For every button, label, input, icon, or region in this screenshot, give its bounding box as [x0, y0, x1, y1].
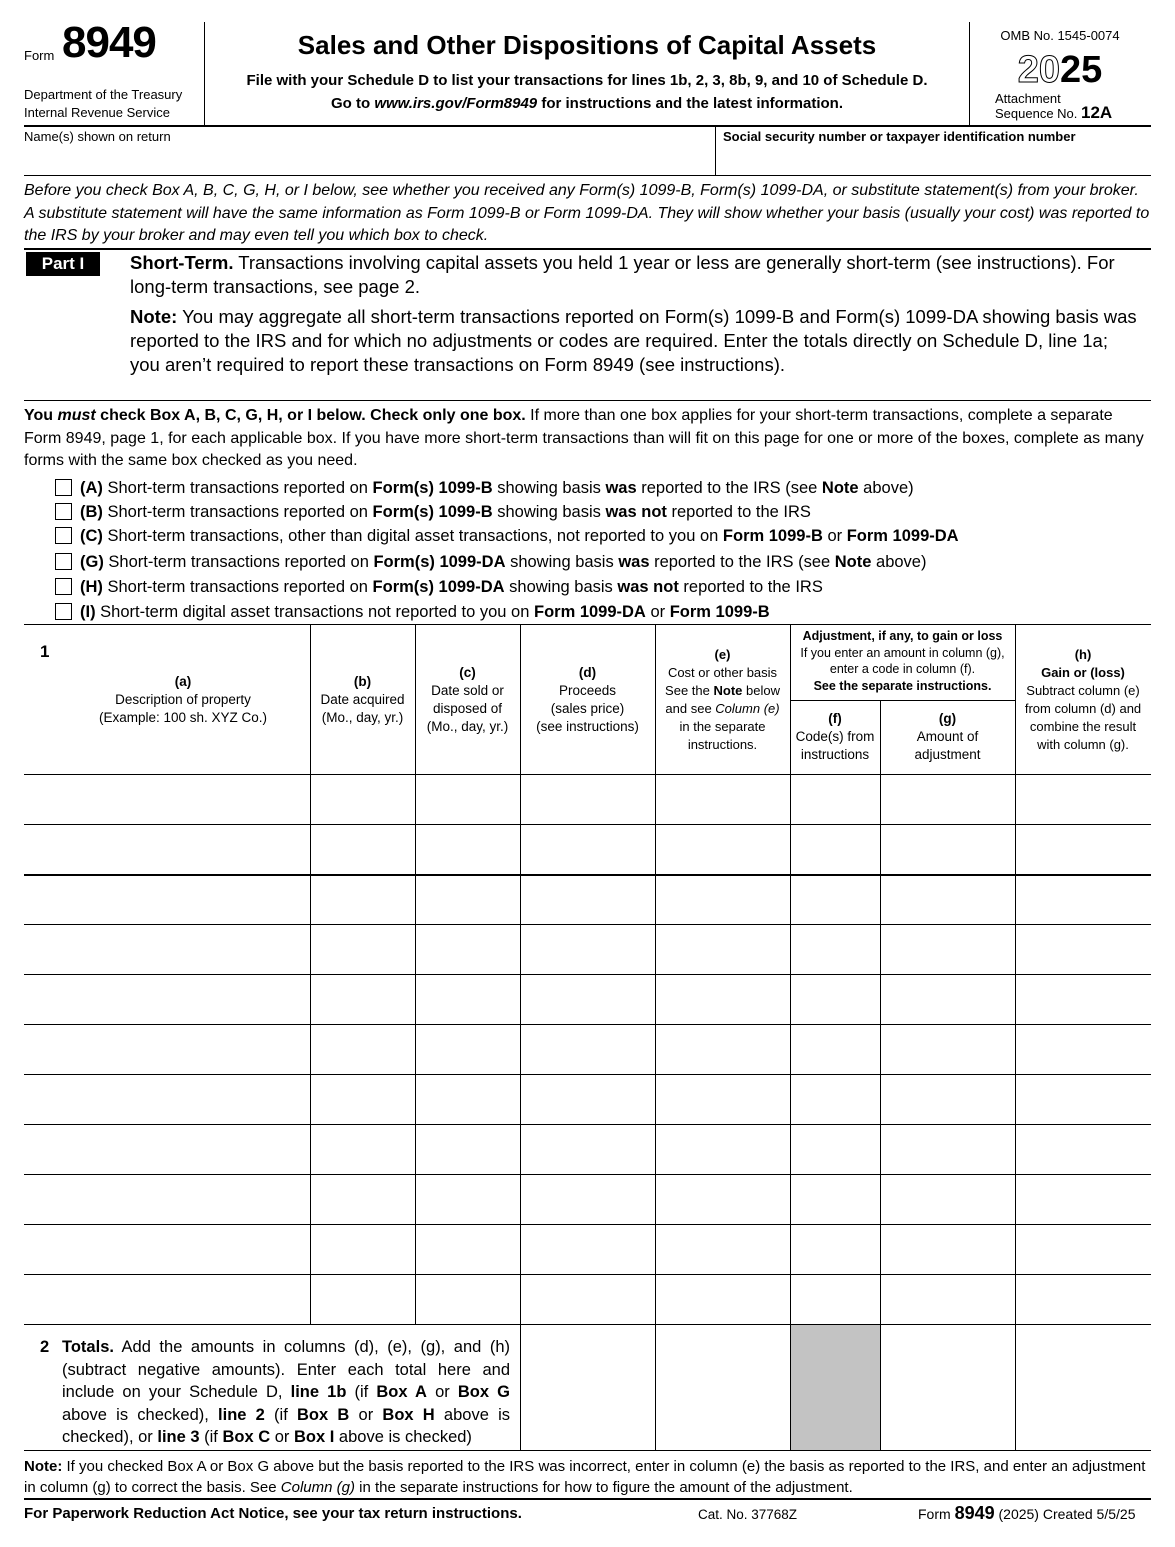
sequence-number: 12A [1081, 103, 1113, 122]
col-h-header [1015, 646, 1151, 754]
footer-suffix: (2025) Created 5/5/25 [994, 1506, 1136, 1522]
must-text: check Box A, B, C, G, H, or I below. Check only one box. [95, 407, 526, 424]
box-text: Note [821, 479, 859, 497]
totals-text: (if [264, 1405, 298, 1424]
totals-text: Box C [222, 1428, 271, 1446]
box-text: Form(s) 1099-DA [373, 553, 506, 571]
col-text: Gain or (loss) [1041, 665, 1125, 680]
box-letter: (I) [80, 603, 96, 621]
col-letter: (e) [714, 647, 731, 662]
col-text: (sales price) [550, 701, 625, 716]
part-text: Transactions involving capital assets you held 1 year or less are generally short-term (see instructions). For long-term transactions, see page 2. [130, 252, 1115, 297]
box-text: Short-term transactions reported on [102, 578, 373, 596]
totals-text: (if [199, 1428, 223, 1446]
form-number: 8949 [62, 18, 156, 67]
totals-text: line 2 [218, 1405, 265, 1424]
col-text: with column (g). [1037, 737, 1129, 752]
part-heading: Short-Term. [130, 252, 234, 273]
footer-form-number: 8949 [954, 1503, 995, 1523]
ssn-label: Social security number or taxpayer identification number [723, 129, 1076, 144]
col-letter: (f) [828, 711, 842, 726]
box-text: showing basis [492, 503, 606, 521]
box-text: Form(s) 1099-B [372, 503, 493, 521]
box-letter: (C) [80, 527, 103, 545]
cat-number: Cat. No. 37768Z [698, 1507, 798, 1522]
line-1-number: 1 [40, 642, 50, 661]
col-text: Amount of [916, 729, 979, 744]
col-text: Note [713, 683, 743, 698]
box-text: Form 1099-B [722, 527, 823, 545]
box-text: showing basis [492, 479, 606, 497]
totals-text: Box A [376, 1383, 427, 1401]
note-text: If you checked Box A or Box G above but the basis reported to the IRS was incorrect, enter in column (e) the basis as reported to the IRS, and enter an adjustment in column (g) to correct the basis. See [24, 1458, 1146, 1496]
department [24, 86, 182, 122]
must-text: You [24, 407, 58, 424]
col-text: See the [665, 683, 714, 698]
must-check-text [24, 405, 1151, 473]
subtitle-text: Go to [330, 95, 375, 112]
box-text: Form 1099-DA [846, 527, 959, 545]
checkbox-row-c[interactable] [55, 524, 959, 548]
totals-line [40, 1336, 510, 1449]
totals-text: or [270, 1428, 294, 1446]
col-d-header [520, 664, 655, 736]
omb-number: OMB No. 1545-0074 [1000, 28, 1120, 43]
col-text: Column (e) [715, 701, 780, 716]
checkbox-row-h[interactable] [55, 575, 823, 599]
irs-link[interactable]: www.irs.gov/Form8949 [374, 95, 538, 112]
paperwork-notice: For Paperwork Reduction Act Notice, see your tax return instructions. [24, 1505, 522, 1522]
totals-text: above is checked), [62, 1405, 219, 1424]
totals-fields[interactable] [521, 1325, 1151, 1450]
box-text: reported to the IRS [678, 578, 823, 596]
form-title: Sales and Other Dispositions of Capital Assets [297, 30, 877, 60]
col-text: from column (d) and [1024, 701, 1142, 716]
form-subtitle-link [205, 95, 969, 112]
box-text: Form(s) 1099-DA [372, 578, 505, 596]
checkbox-row-i[interactable] [55, 600, 770, 624]
box-text: was not [617, 578, 679, 596]
checkbox-h[interactable] [55, 578, 72, 595]
col-letter: (g) [938, 711, 957, 726]
col-text: Cost or other basis [667, 665, 778, 680]
ssn-divider [715, 126, 716, 176]
attachment-label: Attachment [995, 91, 1061, 106]
checkbox-row-a[interactable] [55, 476, 914, 500]
col-text: combine the result [1029, 719, 1137, 734]
col-letter: (h) [1074, 647, 1092, 662]
note-text: You may aggregate all short-term transactions reported on Form(s) 1099-B and Form(s) 1099-DA showing basis was reported to the IRS and for which no adjustments or codes are required. Enter the totals directly on Schedule D, line 1a; you aren’t required to report these transactions on Form 8949 (see instructions). [130, 306, 1137, 375]
note-label: Note: [24, 1458, 63, 1475]
totals-text: (if [346, 1383, 377, 1401]
checkbox-b[interactable] [55, 503, 72, 520]
note-label: Note: [130, 306, 178, 327]
checkbox-c[interactable] [55, 527, 72, 544]
must-text: If more than one box applies for your short-term transactions, complete a separate Form 8949, page 1, for each applicable box. If you have more short-term transactions than will fit on this page for one or more of the boxes, complete as many forms with the same box checked as you need. [24, 407, 1144, 469]
col-letter: (a) [174, 674, 192, 689]
form-footer-id [918, 1503, 1135, 1524]
box-text: or [822, 527, 847, 545]
box-text: reported to the IRS (see [649, 553, 835, 571]
box-letter: (G) [80, 553, 104, 571]
checkbox-i[interactable] [55, 603, 72, 620]
col-letter: (c) [459, 665, 476, 680]
totals-label: Totals. [62, 1338, 114, 1356]
totals-text: or [426, 1383, 458, 1401]
col-text: Date acquired [320, 692, 405, 707]
part-badge: Part I [26, 252, 100, 276]
dept-line: Internal Revenue Service [24, 105, 170, 120]
col-text: Description of property [115, 692, 251, 707]
totals-text: Box B [297, 1405, 350, 1424]
col-text: (Mo., day, yr.) [426, 719, 509, 734]
adjustment-header [790, 628, 1015, 694]
box-text: above) [858, 479, 914, 497]
adj-text: See the separate instructions. [813, 678, 992, 693]
col-text: Subtract column (e) [1026, 683, 1140, 698]
totals-text: line 1b [290, 1383, 347, 1401]
totals-text: above is checked) [334, 1428, 472, 1446]
must-emphasis: must [57, 407, 96, 424]
box-text: showing basis [505, 553, 619, 571]
col-text: (see instructions) [536, 719, 639, 734]
col-f-header [790, 710, 880, 764]
box-letter: (B) [80, 503, 103, 521]
intro-text: Before you check Box A, B, C, G, H, or I below, see whether you received any Form(s) 1099-B, Form(s) 1099-DA, or substitute statement(s) from your broker. A substitute statement will have the same information as Form 1099-B or Form 1099-DA. They will show whether your basis (usually your cost) was reported to the IRS by your broker and may even tell you which box to check. [24, 182, 1150, 244]
col-text: instructions [800, 747, 870, 762]
box-letter: (H) [80, 578, 103, 596]
checkbox-a[interactable] [55, 479, 72, 496]
box-text: was [605, 479, 637, 497]
box-text: Short-term digital asset transactions not reported to you on [95, 603, 534, 621]
totals-text: Add the amounts in columns (d), (e), (g), and (h) (subtract negative amounts). Enter each total here and include on your Schedule D, [62, 1338, 510, 1401]
year-suffix: 25 [1060, 49, 1103, 91]
col-text: instructions. [687, 737, 758, 752]
attachment-sequence [995, 92, 1112, 121]
name-label: Name(s) shown on return [24, 129, 171, 144]
box-text: Form(s) 1099-B [372, 479, 493, 497]
part-note [130, 305, 1140, 377]
box-text: Short-term transactions reported on [103, 553, 374, 571]
checkbox-g[interactable] [55, 553, 72, 570]
name-field[interactable] [24, 148, 714, 174]
col-text: below [742, 683, 780, 698]
adj-title: Adjustment, if any, to gain or loss [802, 629, 1003, 643]
form-subtitle: File with your Schedule D to list your transactions for lines 1b, 2, 3, 8b, 9, and 10 of Schedule D. [246, 72, 928, 89]
box-text: Form 1099-DA [533, 603, 646, 621]
col-a-header [56, 673, 310, 727]
col-letter: (d) [578, 665, 597, 680]
col-e-header [655, 646, 790, 754]
totals-text: Box I [294, 1428, 335, 1446]
note-text: in the separate instructions for how to figure the amount of the adjustment. [354, 1479, 853, 1496]
tax-year [969, 48, 1151, 92]
adj-text: enter a code in column (f). [829, 662, 976, 676]
col-text: Date sold or [431, 683, 504, 698]
col-text: (Example: 100 sh. XYZ Co.) [98, 710, 268, 725]
box-text: was [618, 553, 650, 571]
transaction-rows[interactable] [24, 775, 1151, 1325]
box-text: Short-term transactions reported on [102, 503, 373, 521]
totals-text: or [349, 1405, 383, 1424]
box-text: Form 1099-B [669, 603, 770, 621]
footer-form-word: Form [918, 1506, 955, 1522]
col-letter: (b) [353, 674, 372, 689]
form-word: Form [24, 48, 55, 63]
col-text: disposed of [432, 701, 503, 716]
checkbox-row-b[interactable] [55, 500, 811, 524]
sequence-label: Sequence No. [995, 106, 1082, 121]
totals-text: Box G [457, 1383, 511, 1401]
adjustment-divider [790, 700, 1015, 701]
note-text: Column (g) [280, 1479, 355, 1496]
box-letter: (A) [80, 479, 103, 497]
box-text: Note [834, 553, 872, 571]
totals-text: Box H [382, 1405, 435, 1424]
col-text: Code(s) from [795, 729, 875, 744]
box-text: Short-term transactions, other than digital asset transactions, not reported to you on [102, 527, 723, 545]
box-text: reported to the IRS (see [636, 479, 822, 497]
ssn-field[interactable] [718, 148, 1150, 174]
col-text: Proceeds [558, 683, 617, 698]
bottom-note [24, 1456, 1151, 1498]
col-text: in the separate [679, 719, 766, 734]
box-text: showing basis [504, 578, 618, 596]
line-2-number: 2 [40, 1338, 50, 1356]
box-text: above) [871, 553, 927, 571]
dept-line: Department of the Treasury [24, 87, 183, 102]
box-text: or [645, 603, 670, 621]
part-heading-text [130, 251, 1140, 299]
col-b-header [310, 673, 415, 727]
col-text: and see [665, 701, 716, 716]
col-text: (Mo., day, yr.) [321, 710, 404, 725]
box-text: was not [605, 503, 667, 521]
box-text: reported to the IRS [666, 503, 811, 521]
adj-text: If you enter an amount in column (g), [800, 645, 1005, 660]
col-text: adjustment [914, 747, 981, 762]
box-text: Short-term transactions reported on [102, 479, 373, 497]
year-prefix: 20 [1017, 49, 1060, 91]
checkbox-row-g[interactable] [55, 550, 926, 574]
totals-text: line 3 [157, 1428, 200, 1446]
col-g-header [880, 710, 1015, 764]
subtitle-text: for instructions and the latest information. [537, 95, 844, 112]
col-c-header [415, 664, 520, 736]
totals-text: above is checked), or [62, 1405, 510, 1446]
